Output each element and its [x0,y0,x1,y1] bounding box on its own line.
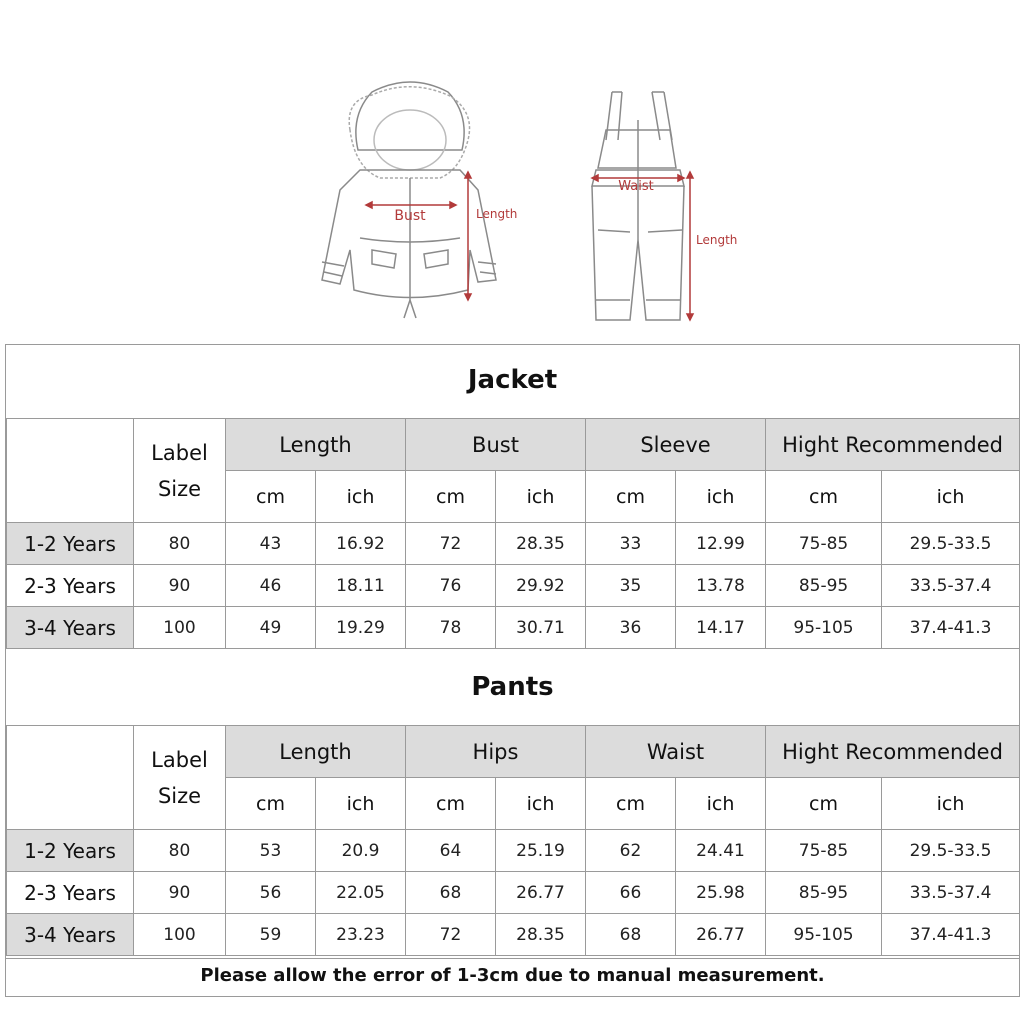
value-cell: 20.9 [316,830,406,872]
jacket-length-label: Length [476,207,518,221]
table-row [7,914,1020,956]
pants-group-height: Hight Recommended [766,726,1020,778]
value-cell: 26.77 [496,872,586,914]
value-cell: 62 [586,830,676,872]
value-cell: 66 [586,872,676,914]
value-cell: 49 [226,607,316,649]
value-cell: 76 [406,565,496,607]
jacket-label-size-header [134,419,226,523]
value-cell: 72 [406,914,496,956]
value-cell: 29.5-33.5 [882,523,1020,565]
pants-group-waist: Waist [586,726,766,778]
label-cell: 100 [134,914,226,956]
value-cell: 72 [406,523,496,565]
value-cell: 30.71 [496,607,586,649]
value-cell: 29.92 [496,565,586,607]
age-cell: 1-2 Years [7,830,134,872]
value-cell: 56 [226,872,316,914]
waist-label: Waist [618,179,654,194]
value-cell: 33.5-37.4 [882,872,1020,914]
value-cell: 95-105 [766,607,882,649]
value-cell: 78 [406,607,496,649]
pants-illustration [592,92,684,320]
unit-cell: cm [226,471,316,523]
label-cell: 90 [134,872,226,914]
age-cell: 3-4 Years [7,914,134,956]
size-chart [5,344,1020,997]
unit-cell: ich [316,778,406,830]
value-cell: 43 [226,523,316,565]
size-text: Size [157,476,202,501]
value-cell: 33 [586,523,676,565]
value-cell: 23.23 [316,914,406,956]
unit-cell: cm [766,471,882,523]
value-cell: 12.99 [676,523,766,565]
unit-cell: cm [766,778,882,830]
unit-cell: cm [586,471,676,523]
value-cell: 16.92 [316,523,406,565]
pants-group-hips: Hips [406,726,586,778]
label-text: Label [151,440,208,465]
value-cell: 29.5-33.5 [882,830,1020,872]
jacket-group-bust: Bust [406,419,586,471]
size-text: Size [157,783,202,808]
age-cell: 3-4 Years [7,607,134,649]
value-cell: 19.29 [316,607,406,649]
age-cell: 1-2 Years [7,523,134,565]
value-cell: 13.78 [676,565,766,607]
value-cell: 26.77 [676,914,766,956]
value-cell: 95-105 [766,914,882,956]
value-cell: 18.11 [316,565,406,607]
garment-drawing [0,0,1024,340]
table-row [7,830,1020,872]
unit-cell: cm [406,471,496,523]
jacket-group-sleeve: Sleeve [586,419,766,471]
pants-corner-cell [7,726,134,830]
value-cell: 33.5-37.4 [882,565,1020,607]
value-cell: 28.35 [496,914,586,956]
value-cell: 85-95 [766,872,882,914]
jacket-table [6,418,1020,649]
value-cell: 75-85 [766,830,882,872]
age-cell: 2-3 Years [7,565,134,607]
value-cell: 24.41 [676,830,766,872]
value-cell: 85-95 [766,565,882,607]
value-cell: 36 [586,607,676,649]
unit-cell: ich [316,471,406,523]
pants-title: Pants [471,672,554,702]
value-cell: 37.4-41.3 [882,607,1020,649]
value-cell: 75-85 [766,523,882,565]
label-cell: 100 [134,607,226,649]
unit-cell: cm [586,778,676,830]
label-cell: 80 [134,830,226,872]
jacket-illustration [322,82,496,318]
unit-cell: ich [676,471,766,523]
value-cell: 37.4-41.3 [882,914,1020,956]
table-row [7,523,1020,565]
label-cell: 90 [134,565,226,607]
pants-length-label: Length [696,233,738,247]
value-cell: 53 [226,830,316,872]
unit-cell: ich [882,778,1020,830]
table-row [7,607,1020,649]
unit-cell: cm [406,778,496,830]
jacket-group-length: Length [226,419,406,471]
value-cell: 25.19 [496,830,586,872]
label-cell: 80 [134,523,226,565]
value-cell: 59 [226,914,316,956]
jacket-title: Jacket [467,365,558,395]
pants-label-size-header [134,726,226,830]
garment-illustrations [0,0,1024,340]
value-cell: 28.35 [496,523,586,565]
pants-table [6,725,1020,956]
measurement-note: Please allow the error of 1-3cm due to manual measurement. [200,965,825,986]
table-row [7,872,1020,914]
value-cell: 25.98 [676,872,766,914]
label-text: Label [151,747,208,772]
value-cell: 46 [226,565,316,607]
pants-group-length: Length [226,726,406,778]
unit-cell: cm [226,778,316,830]
unit-cell: ich [496,778,586,830]
value-cell: 64 [406,830,496,872]
unit-cell: ich [676,778,766,830]
value-cell: 68 [586,914,676,956]
value-cell: 22.05 [316,872,406,914]
unit-cell: ich [882,471,1020,523]
table-row [7,565,1020,607]
unit-cell: ich [496,471,586,523]
value-cell: 14.17 [676,607,766,649]
jacket-group-height: Hight Recommended [766,419,1020,471]
value-cell: 68 [406,872,496,914]
age-cell: 2-3 Years [7,872,134,914]
bust-label: Bust [394,208,426,224]
value-cell: 35 [586,565,676,607]
jacket-corner-cell [7,419,134,523]
